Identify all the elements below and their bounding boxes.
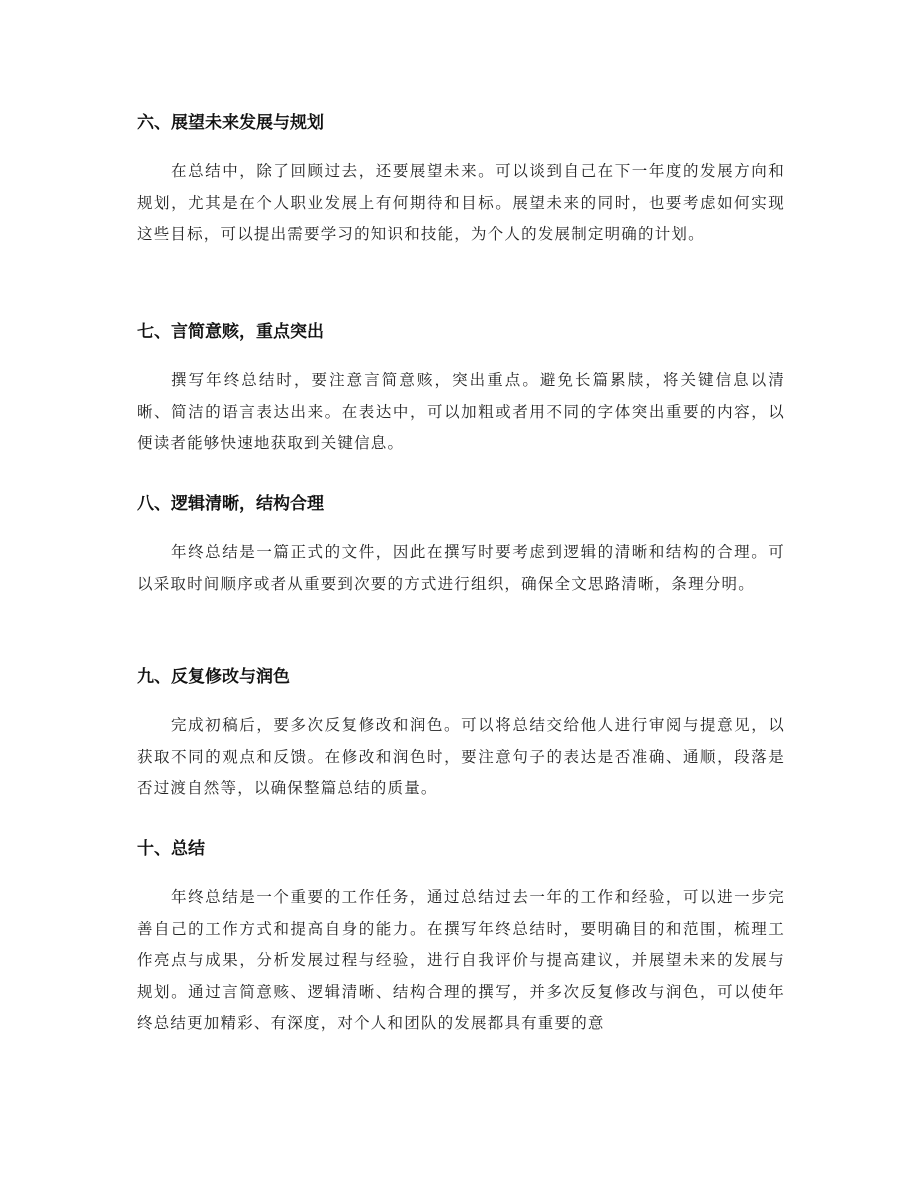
section-heading: 九、反复修改与润色	[137, 667, 290, 687]
section-paragraph: 撰写年终总结时，要注意言简意赅，突出重点。避免长篇累牍，将关键信息以清晰、简洁的语言表达出来。在表达中，可以加粗或者用不同的字体突出重要的内容，以便读者能够快速地获取到关键信息。	[137, 371, 785, 452]
section-ten	[137, 837, 785, 1040]
section-paragraph: 完成初稿后，要多次反复修改和润色。可以将总结交给他人进行审阅与提意见，以获取不同的观点和反馈。在修改和润色时，要注意句子的表达是否准确、通顺，段落是否过渡自然等，以确保整篇总结的质量。	[137, 716, 785, 797]
section-six	[137, 111, 785, 251]
section-nine	[137, 665, 785, 805]
section-paragraph: 在总结中，除了回顾过去，还要展望未来。可以谈到自己在下一年度的发展方向和规划，尤其是在个人职业发展上有何期待和目标。展望未来的同时，也要考虑如何实现这些目标，可以提出需要学习的知识和技能，为个人的发展制定明确的计划。	[137, 162, 785, 243]
section-eight	[137, 492, 785, 600]
section-heading: 七、言简意赅，重点突出	[137, 322, 324, 342]
section-paragraph: 年终总结是一个重要的工作任务，通过总结过去一年的工作和经验，可以进一步完善自己的工作方式和提高自身的能力。在撰写年终总结时，要明确目的和范围，梳理工作亮点与成果，分析发展过程与经验，进行自我评价与提高建议，并展望未来的发展与规划。通过言简意赅、逻辑清晰、结构合理的撰写，并多次反复修改与润色，可以使年终总结更加精彩、有深度，对个人和团队的发展都具有重要的意	[137, 888, 785, 1032]
section-heading: 六、展望未来发展与规划	[137, 113, 324, 133]
section-heading: 八、逻辑清晰，结构合理	[137, 494, 324, 514]
section-paragraph: 年终总结是一篇正式的文件，因此在撰写时要考虑到逻辑的清晰和结构的合理。可以采取时间顺序或者从重要到次要的方式进行组织，确保全文思路清晰，条理分明。	[137, 543, 785, 593]
section-heading: 十、总结	[137, 839, 205, 859]
section-seven	[137, 320, 785, 460]
